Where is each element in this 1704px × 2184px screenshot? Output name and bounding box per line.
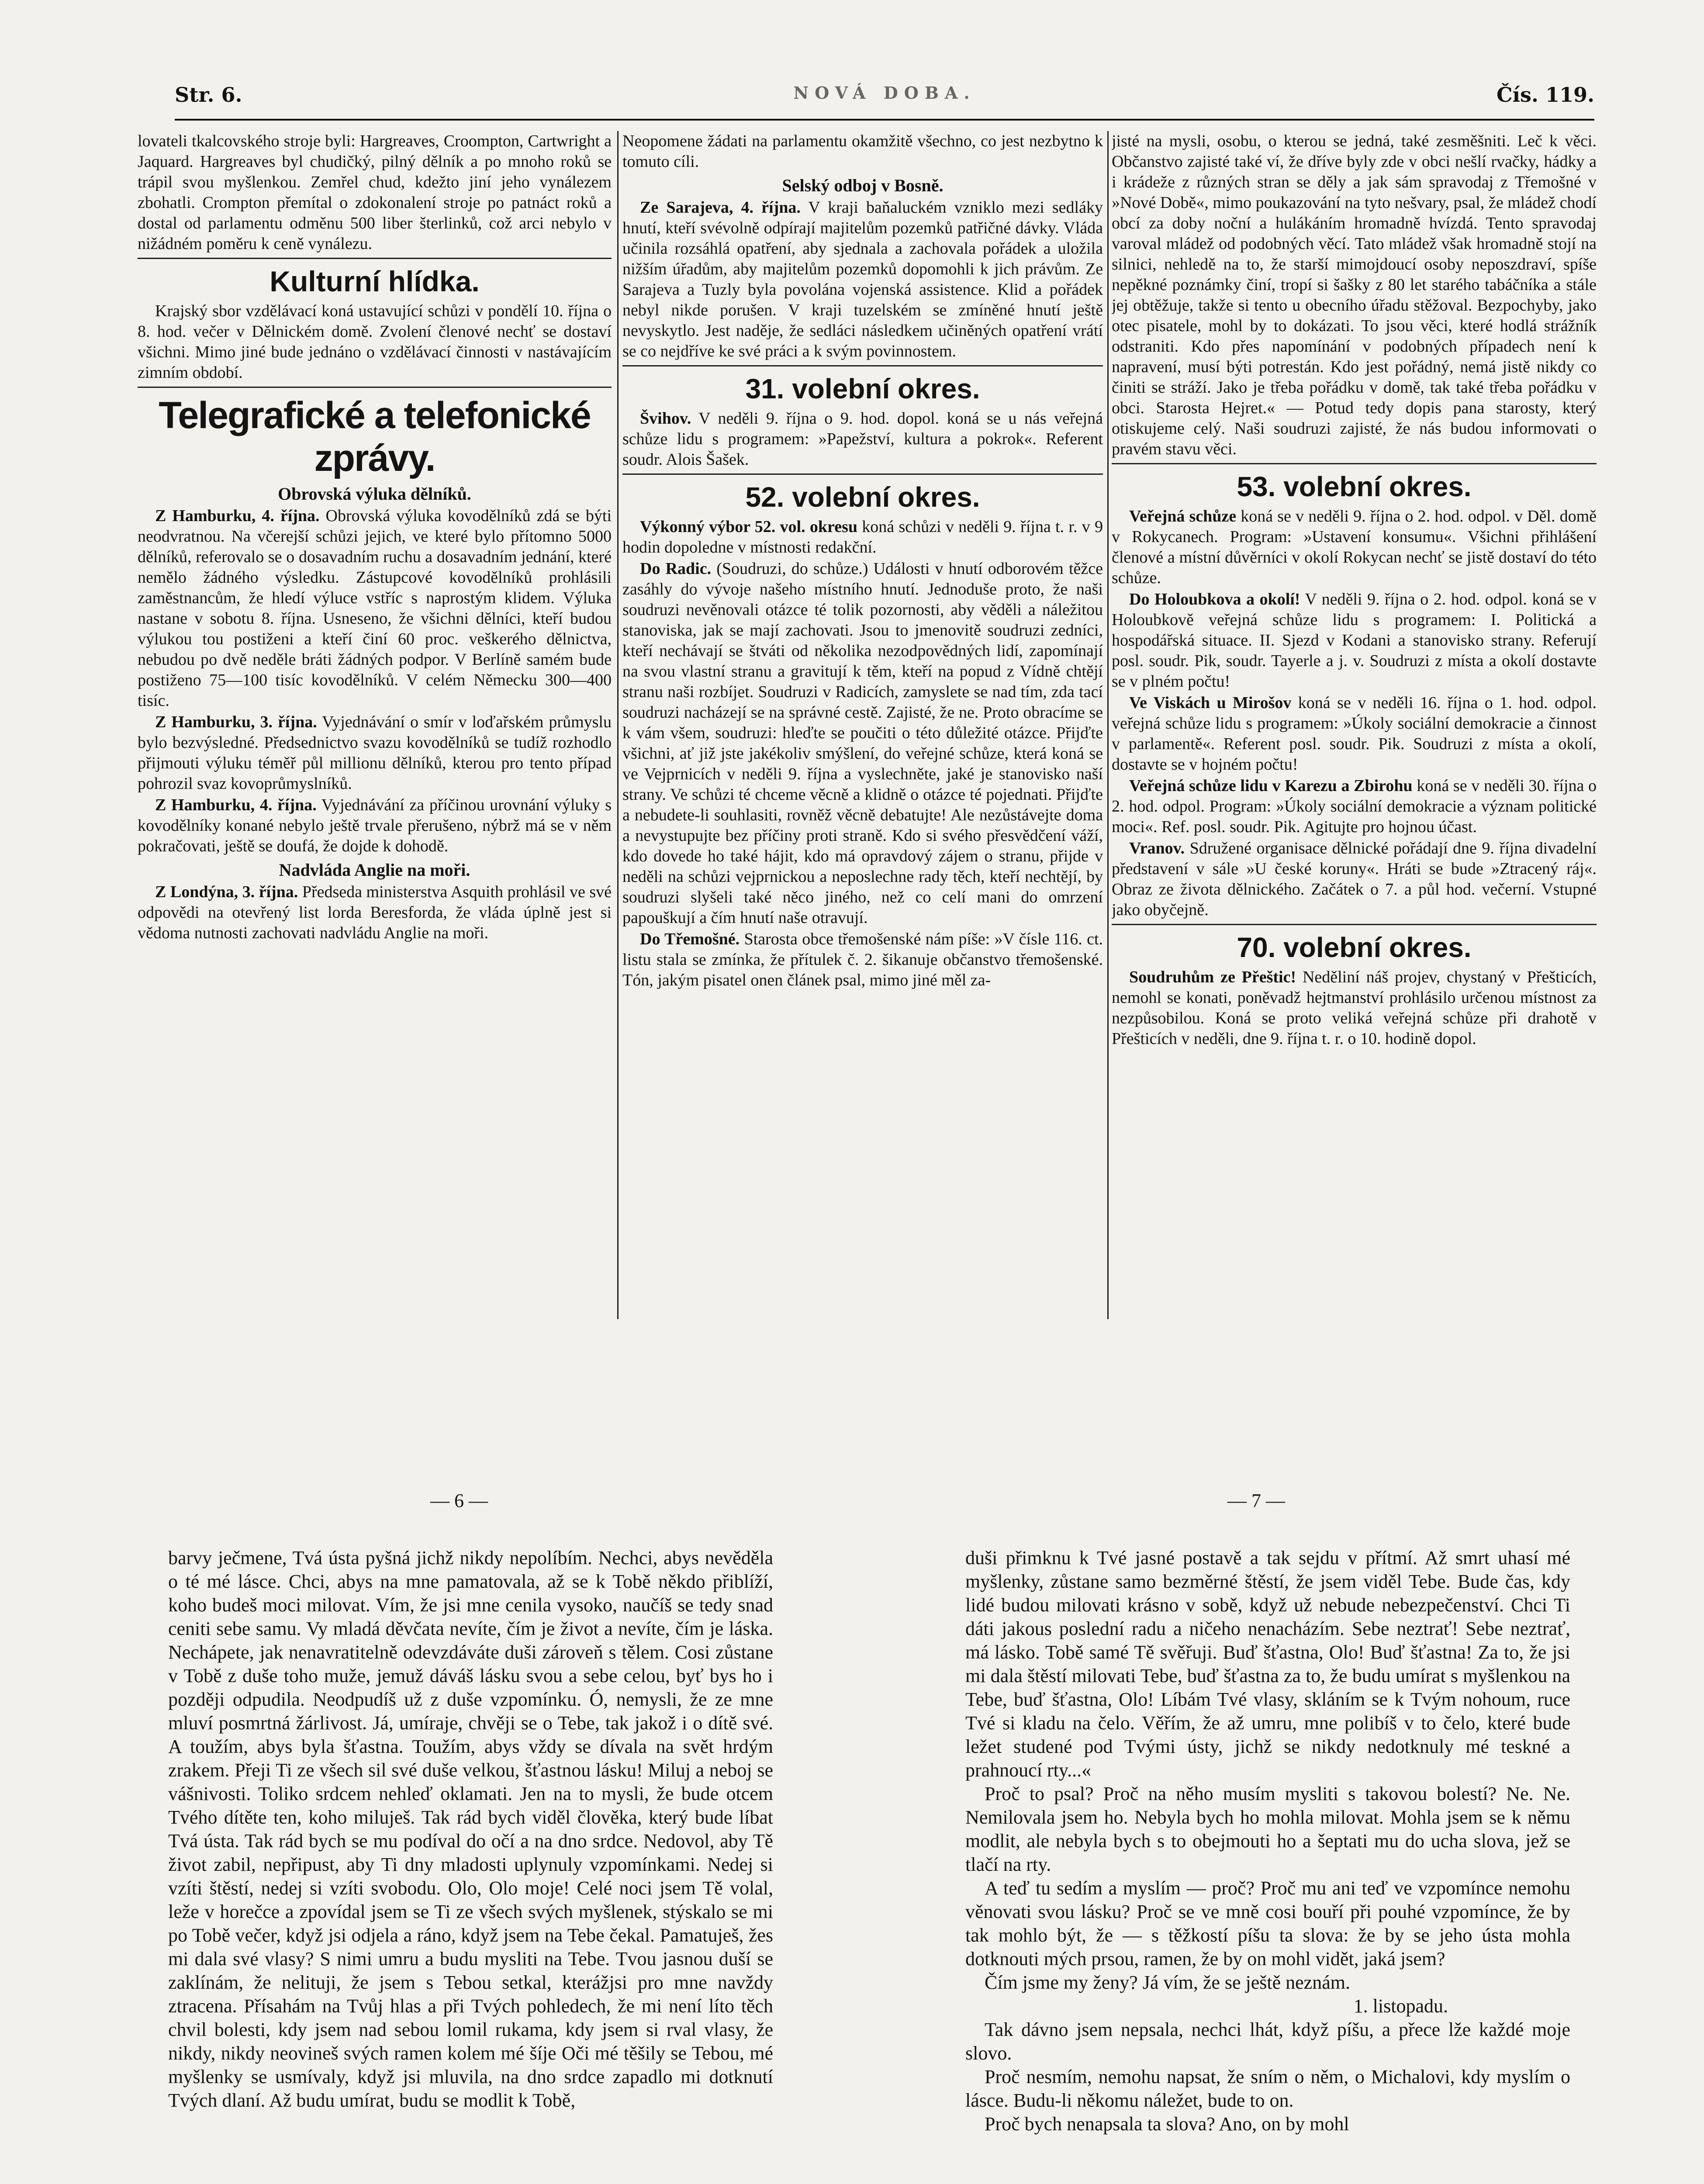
book-paragraph: Proč bych nenapsala ta slova? Ano, on by mohl bbox=[985, 2113, 1349, 2135]
divider bbox=[138, 258, 612, 259]
section-heading: Telegrafické a telefonické zprávy. bbox=[159, 394, 591, 479]
dateline: Do Třemošné. bbox=[640, 930, 740, 948]
masthead-title: NOVÁ DOBA. bbox=[793, 83, 976, 103]
dateline: Výkonný výbor 52. vol. okresu bbox=[640, 518, 857, 536]
section-heading: 53. volební okres. bbox=[1237, 471, 1472, 502]
column-rule bbox=[617, 131, 619, 1319]
diary-date: 1. listopadu. bbox=[1353, 1995, 1448, 2017]
book-paragraph: Čím jsme my ženy? Já vím, že se ještě neznám. bbox=[985, 1972, 1350, 1993]
article-text: Starosta obce třemošenské nám píše: »V čísle 116. ct. listu stala se zmínka, že přítulek č. 2. šikanuje občanstvo třemošenské. Tón, jakým pisatel onen článek psal, mimo jiné měl za- bbox=[622, 930, 1103, 989]
article-text: V neděli 9. října o 9. hod. dopol. koná se u nás veřejná schůze lidu s programem: »Papežství, kultura a pokrok«. Referent soudr. Alois Šašek. bbox=[622, 409, 1103, 469]
article-text: V kraji baňaluckém vzniklo mezi sedláky hnutí, kteří svévolně odpírají majitelům pozemků patřičné dávky. Vláda učinila rozsáhlá opatření, aby sjednala a zachovala pořádek a uložila nižším úřadům, aby majitelům pozemků dopomohli k jich právům. Ze Sarajeva a Tuzly byla povolána vojenská assistence. Klid a pořádek nebyl nikde porušen. V kraji tuzelském se zmíněné hnutí ještě nevyskytlo. Jest naděje, že sedláci následkem učiněných opatření vrátí se co nejdříve ke své práci a k svým povinnostem. bbox=[622, 198, 1103, 360]
dateline: Veřejná schůze lidu v Karezu a Zbirohu bbox=[1129, 777, 1413, 795]
article-text: (Soudruzi, do schůze.) Události v hnutí odborovém těžce zasáhly do vývoje našeho místního hnutí. Jednoduše proto, že naši soudruzi nevěnovali otázce té tolik pozornosti, aby věděli a náležitou stanoviska, jak se mají zachovati. Jsou to jmenovitě soudruzi zedníci, kteří nechávají se štváti od několika nezodpovědných lidí, zapomínají na svou vlastní stranu a gravitují k těm, kteří na popud z Vídně chtějí stranu naši rozbíjet. Soudruzi v Radicích, zamyslete se nad tím, zda tací soudruzi nacházejí se na správné cestě. Zajisté, že ne. Proto obracíme se k vám všem, soudruzi: hleďte se poučiti o této důležité otázce. Přijďte všichni, ať již jste jakékoliv smýšlení, do veřejné schůze, která koná se ve Vejprnicích v neděli 9. října a vyslechněte, jaké je stanovisko naší strany. Ve schůzi té chceme věcně a klidně o otázce té pojednati. Přijďte a nebudete-li souhlasiti, rovněž věcně debatujte! Ale nezůstávejte doma a nevystupujte bez příčiny proti straně. Kdo si svého přesvědčení váží, kdo dovede ho také hájit, kdo má opravdový zájem o stranu, přijde v neděli na schůzi vejprnickou a neposlechne rady těch, kteří nechtějí, by soudruzi slyšeli také něco jiného, než co celí mani do omrzení papouškují a čím hnutí naše otravují. bbox=[622, 560, 1103, 927]
book-paragraph: barvy ječmene, Tvá ústa pyšná jichž nikdy nepolíbím. Nechci, abys nevěděla o té mé lásce. Chci, abys na mne pamatovala, až se k Tobě někdo přiblíží, koho budeš moci milovat. Vím, že jsi mne cenila vysoko, naučíš se tedy snad ceniti sebe samu. Vy mladá děvčata nevíte, čím je život a nevíte, čím je láska. Nechápete, jak nenavratitelně odevzdáváte duši zároveň s tělem. Cosi zůstane v Tobě z duše toho muže, jemuž dáváš lásku svou a sebe celou, byť bys ho i později odpudila. Neodpudíš už z duše vzpomínku. Ó, nemysli, že ze mne mluví posmrtná žárlivost. Já, umíraje, chvěji se o Tebe, tak jakož i o dítě své. A toužím, abys byla šťastna. Toužím, abys vždy se dívala na svět hrdým zrakem. Přeji Ti ze všech sil své duše velkou, šťastnou lásku! Miluj a neboj se vášnivosti. Toliko srdcem nehleď oklamati. Jen na to mysli, že bude otcem Tvého dítěte ten, koho miluješ. Tak rád bych viděl člověka, který bude líbat Tvá ústa. Tak rád bych se mu podíval do očí a na dno srdce. Nedovol, aby Tě život zabil, nepřipust, aby Ti dny mladosti uplynuly vzpomínkami. Nedej si vzíti štěstí, nedej si vzíti svobodu. Olo, Olo moje! Celé noci jsem Tě volal, leže v horečce a zpovídal jsem se Ti ze všech svých myšlenek, stýskalo se mi po Tobě večer, když jsi odjela a ráno, když jsem na Tebe čekal. Pamatuješ, žes mi dala své vlasy? S nimi umru a budu mysliti na Tebe. Tvou jasnou duší se zaklínám, že nelituji, že jsem s Tebou setkal, kterážjsi pro mne navždy ztracena. Přísahám na Tvůj hlas a při Tvých pohledech, že mi není líto těch chvil bolesti, kdy jsem nad sebou lomil rukama, kdy jsem si rval vlasy, že nikdy, nikdy neovineš svých ramen kolem mé šíje Oči mé těšily se Tebou, mé myšlenky se usmívaly, když jsi mluvila, na dno srdce zapadlo mi dotknutí Tvých dlaní. Až budu umírat, budu se modlit k Tobě, bbox=[168, 1547, 773, 2111]
article-text: koná se v neděli 16. října o 1. hod. odpol. veřejná schůze lidu s programem: »Úkoly sociální demokracie a činnost v parlamentě«. Referent posl. soudr. Pik. Soudruzi z místa a okolí, dostavte se v hojném počtu! bbox=[1112, 694, 1597, 774]
dateline: Z Hamburku, 3. října. bbox=[155, 713, 317, 731]
dateline: Ze Sarajeva, 4. října. bbox=[640, 198, 801, 217]
issue-number-label: Čís. 119. bbox=[1496, 83, 1594, 107]
book-page-left bbox=[168, 1546, 773, 2184]
book-paragraph: A teď tu sedím a myslím — proč? Proč mu ani teď ve vzpomínce nemohu věnovati svou lásku? Proč se ve mně cosi bouří při pouhé vzpomínce, že by tak mohlo být, že — s těžkostí píšu ta slova: že by se jeho ústa mohla dotknouti mých prsou, ramen, že by on mohl vidět, jaká jsem? bbox=[965, 1877, 1570, 1970]
book-page-number-right: — 7 — bbox=[1227, 1490, 1285, 1511]
dateline: Soudruhům ze Přeštic! bbox=[1129, 968, 1296, 986]
article-text: V neděli 9. října o 2. hod. odpol. koná se v Holoubkově veřejná schůze lidu s programem: I. Politická a hospodářská situace. II. Sjezd v Kodani a stanovisko strany. Referují posl. soudr. Pik, soudr. Tayerle a j. v. Soudruzi z místa a okolí dostavte se v plném počtu! bbox=[1112, 590, 1597, 691]
section-heading: Kulturní hlídka. bbox=[270, 265, 480, 297]
article-text: Neopomene žádati na parlamentu okamžitě všechno, co jest nezbytno k tomuto cíli. bbox=[622, 132, 1103, 171]
dateline: Do Holoubkova a okolí! bbox=[1129, 590, 1300, 608]
article-text: Předseda ministerstva Asquith prohlásil ve své odpovědi na otevřený list lorda Beresforda, že vláda úplně jest si vědoma nutnosti zachovati nadvládu Anglie na moři. bbox=[138, 883, 612, 942]
column-2 bbox=[622, 131, 1103, 1328]
divider bbox=[1112, 463, 1597, 464]
article-text: Obrovská výluka kovodělníků zdá se býti neodvratnou. Na včerejší schůzi jejich, ve které bylo přítomno 5000 dělníků, referovalo se o dosavadním ruchu a dosavadním jednání, které nemělo žádného výsledku. Zástupcové kovodělníků prohlásili zaměstnancům, že hledí výluce vstříc s naprostým klidem. Výluka nastane v sobotu 8. října. Usneseno, že všichni dělníci, kteří budou výlukou tou postiženi a kteří činí 60 proc. veškerého dělnictva, nebudou po dvě neděle bráti žádných podpor. V Berlíně samém bude postiženo 75—100 tisíc kovodělníků. V celém Německu 300—400 tisíc. bbox=[138, 507, 612, 710]
dateline: Ve Viskách u Mirošov bbox=[1129, 694, 1292, 712]
article-text: koná schůzi v neděli 9. října t. r. v 9 hodin dopoledne v místnosti redakční. bbox=[622, 518, 1103, 556]
article-text: jisté na mysli, osobu, o kterou se jedná, také zesměšniti. Leč k věci. Občanstvo zajisté také ví, že dříve byly zde v obci nešlí rvačky, hádky a i krádeže z různých stran se děly a jak sám spravodaj z Třemošné v »Nové Době«, mimo poukazování na tyto nešvary, psal, že mládež chodí obcí za doby noční a hulákáním hromadně hvízdá. Tento spravodaj varoval mládež od podobných věcí. Tato mládež však hromadně stojí na silnici, nehledě na to, že starší mimojdoucí osoby neposzdraví, spíše nepěkné poznámky činí, tropí si šašky z 80 let starého tabáčníka a stále jej obtěžuje, takže si tento u obecního úřadu stěžoval. Bezpochyby, jako otec pisatele, mohl by to dokázati. To jsou věci, které hodlá strážník odstraniti. Kdo přes napomínání v podobných případech není k napravení, musí býti potrestán. Kdo jest pořádný, nemá jistě nikdy co činiti se stráží. Jako je třeba pořádku v domě, tak také třeba pořádku v obci. Starosta Hejret.« — Potud tedy dopis pana starosty, který otiskujeme celý. Naši soudruzi zajisté, že nás budou informovati o pravém stavu věci. bbox=[1112, 132, 1597, 458]
section-heading: 70. volební okres. bbox=[1237, 932, 1472, 963]
section-heading: 52. volební okres. bbox=[745, 481, 980, 513]
page-number-label: Str. 6. bbox=[175, 83, 242, 107]
divider bbox=[138, 387, 612, 388]
dateline: Do Radic. bbox=[640, 560, 712, 578]
article-heading: Selský odboj v Bosně. bbox=[782, 176, 944, 195]
dateline: Z Londýna, 3. října. bbox=[155, 883, 298, 901]
divider bbox=[622, 365, 1103, 366]
page-header bbox=[175, 83, 1594, 118]
dateline: Z Hamburku, 4. října. bbox=[155, 507, 320, 525]
book-paragraph: Proč to psal? Proč na něho musím mysliti s takovou bolestí? Ne. Ne. Nemilovala jsem ho. Nebyla bych ho mohla milovat. Mohla jsem se k němu modlit, ale nebyla bych s to obejmouti ho a šeptati mu do ucha slova, jež se tlačí na rty. bbox=[965, 1783, 1570, 1875]
section-heading: 31. volební okres. bbox=[745, 373, 980, 404]
column-3 bbox=[1112, 131, 1597, 1310]
book-paragraph: Proč nesmím, nemohu napsat, že sním o něm, o Michalovi, kdy myslím o lásce. Budu-li někomu náležet, bude to on. bbox=[965, 2066, 1570, 2111]
dateline: Vranov. bbox=[1129, 839, 1185, 857]
dateline: Veřejná schůze bbox=[1129, 507, 1237, 525]
article-heading: Nadvláda Anglie na moři. bbox=[279, 860, 470, 880]
article-text: Sdružené organisace dělnické pořádají dne 9. října divadelní představení v sále »U české koruny«. Hráti se bude »Ztracený ráj«. Obraz ze života dělnického. Začátek o 7. a půl hod. večerní. Vstupné jako obyčejně. bbox=[1112, 839, 1597, 919]
article-text: Vyjednávání o smír v loďařském průmyslu bylo bezvýsledné. Předsednictvo svazu kovodělníků se tudíž rozhodlo přijmouti výluku téměř půl millionu dělníků, kterou pro tento případ pohrozil svaz kovoprůmyslníků. bbox=[138, 713, 612, 793]
book-paragraph: Tak dávno jsem nepsala, nechci lhát, když píšu, a přece lže každé moje slovo. bbox=[965, 2019, 1570, 2064]
divider bbox=[1112, 924, 1597, 925]
book-page-number-left: — 6 — bbox=[430, 1490, 488, 1511]
header-rule bbox=[175, 119, 1594, 121]
book-page-right bbox=[965, 1546, 1570, 2184]
article-text: lovateli tkalcovského stroje byli: Hargreaves, Croompton, Cartwright a Jaquard. Hargreaves byl chudičký, pilný dělník a po mnoho roků se trápil svou myšlenkou. Zemřel chud, kdežto jiní jeho vynálezem zbohatli. Crompton přemítal o zdokonalení stroje po patnáct roků a dostal od parlamentu odměnu 500 liber šterlinků, což arci nebylo v nižádném poměru k ceně vynálezu. bbox=[138, 132, 612, 253]
article-text: Neděliní náš projev, chystaný v Přešticích, nemohl se konati, poněvadž hejtmanství prohlásilo určenou místnost za nezpůsobilou. Koná se proto veliká veřejná schůze při drahotě v Přešticích v neděli, dne 9. října t. r. o 10. hodině dopol. bbox=[1112, 968, 1597, 1048]
column-1 bbox=[138, 131, 612, 1345]
dateline: Švihov. bbox=[640, 409, 691, 428]
article-text: Krajský sbor vzdělávací koná ustavující schůzi v pondělí 10. října o 8. hod. večer v Dělnickém domě. Zvolení členové nechť se dostaví všichni. Mimo jiné bude jednáno o vzdělávací činnosti v nastávajícím zimním období. bbox=[138, 302, 612, 382]
book-paragraph: duši přimknu k Tvé jasné postavě a tak sejdu v přítmí. Až smrt uhasí mé myšlenky, zůstane samo bezměrné štěstí, že jsem viděl Tebe. Bude čas, kdy lidé budou milovati krásno v sobě, když už nebude nebezpečenství. Chci Ti dáti jakous poslední radu a ničeho nenacházím. Sebe neztrať! Sebe neztrať, má lásko. Tobě samé Tě svěřuji. Buď šťastna, Olo! Buď šťastna! Za to, že jsi mi dala štěstí milovati Tebe, buď šťastna za to, že budu umírat s myšlenkou na Tebe, buď šťastna, Olo! Líbám Tvé vlasy, skláním se k Tvým nohoum, ruce Tvé si kladu na čelo. Věřím, že až umru, mne polibíš v to čelo, které bude ležet studené pod Tvými ústy, jichž se nikdy nedotknuly mé teskné a prahnoucí rty...« bbox=[965, 1547, 1570, 1781]
column-rule bbox=[1107, 131, 1109, 1319]
article-text: koná se v neděli 9. října o 2. hod. odpol. v Děl. domě v Rokycanech. Program: »Ustavení konsumu«. Všichni přihlášení členové a místní důvěrníci v okolí Rokycan nechť se jistě dostaví do této schůze. bbox=[1112, 507, 1597, 587]
divider bbox=[622, 473, 1103, 475]
dateline: Z Hamburku, 4. října. bbox=[155, 796, 317, 814]
article-heading: Obrovská výluka dělníků. bbox=[278, 484, 471, 504]
article-text: koná se v neděli 30. října o 2. hod. odpol. Program: »Úkoly sociální demokracie a význam politické moci«. Ref. posl. soudr. Pik. Agitujte pro hojnou účast. bbox=[1112, 777, 1597, 836]
article-text: Vyjednávání za příčinou urovnání výluky s kovodělníky konané nebylo ještě trvale přerušeno, nýbrž má se v něm pokračovati, ještě se doufá, že dojde k dohodě. bbox=[138, 796, 612, 855]
